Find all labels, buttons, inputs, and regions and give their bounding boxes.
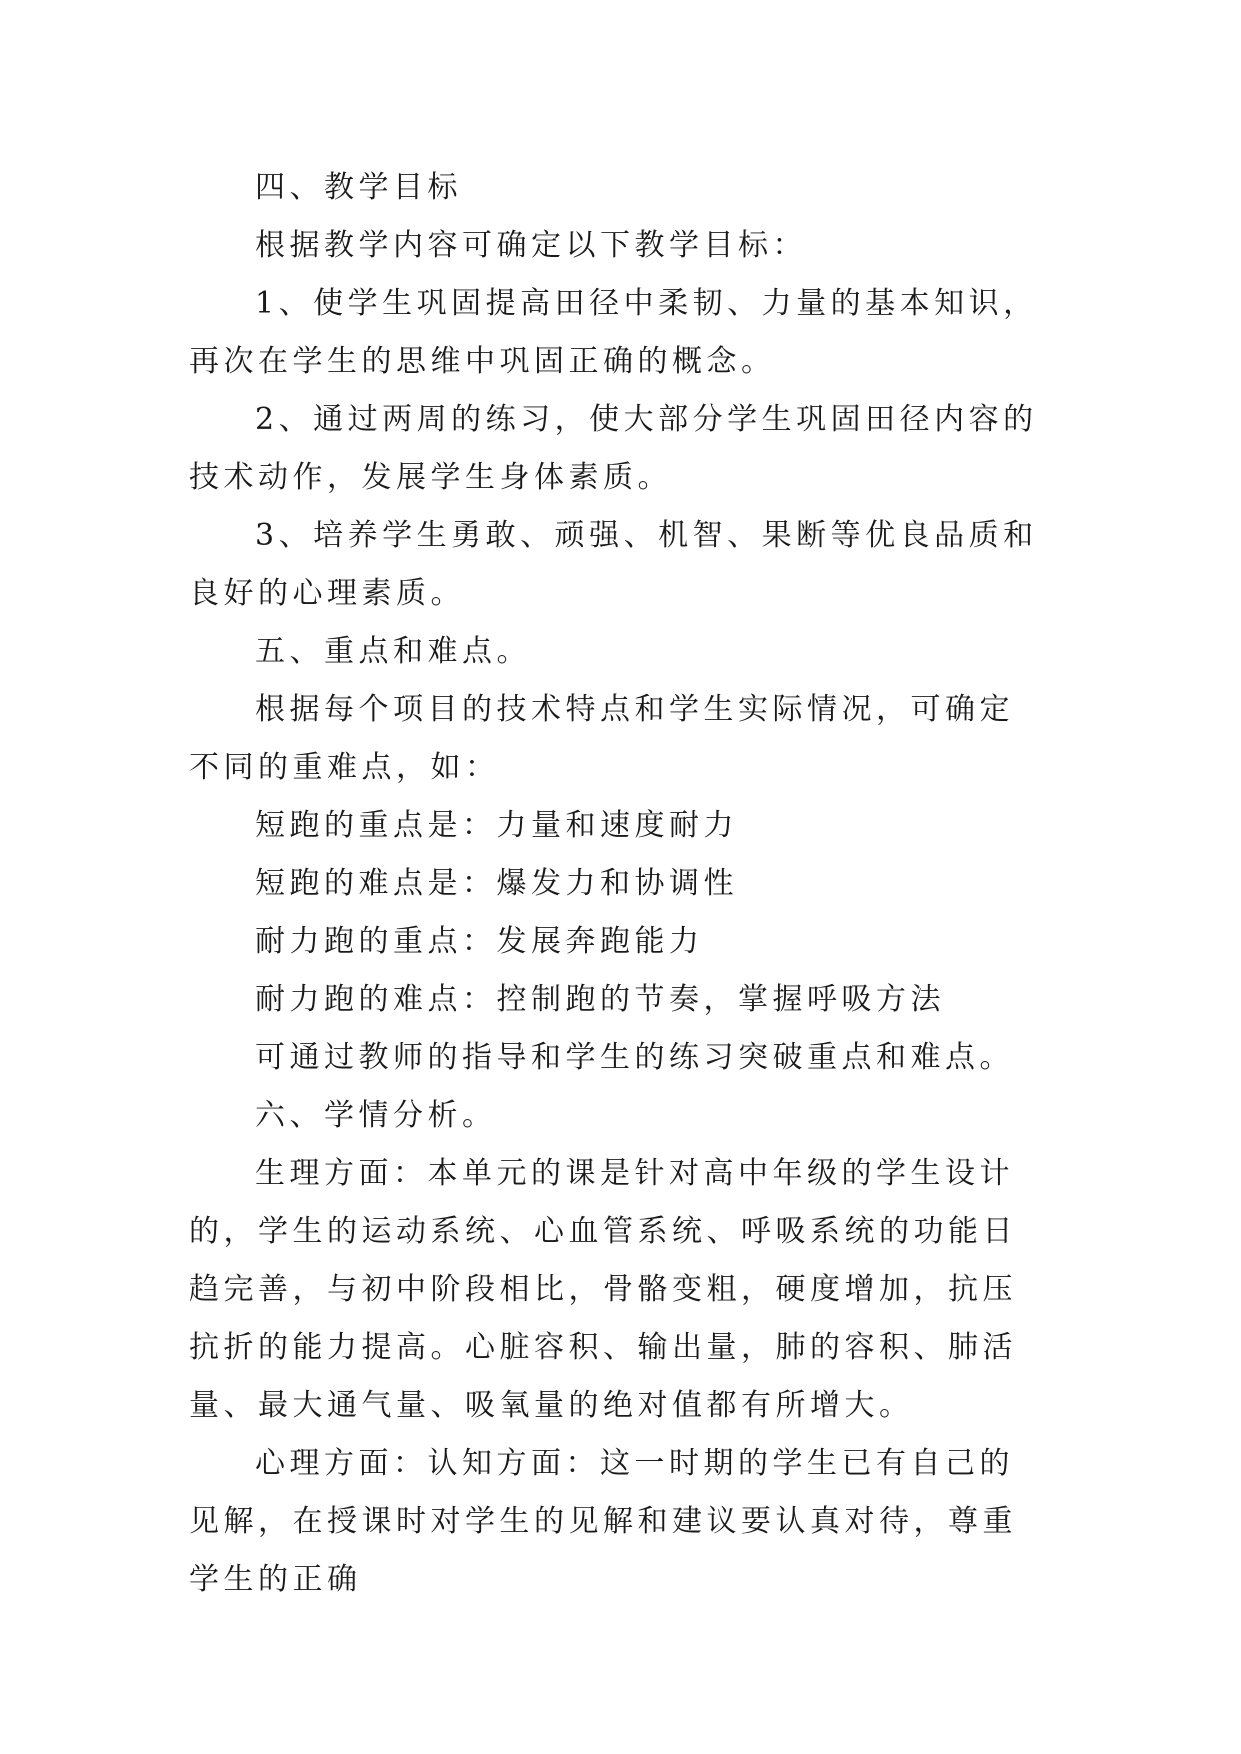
paragraph-psychology: 心理方面：认知方面：这一时期的学生已有自己的见解，在授课时对学生的见解和建议要认真对待，尊重学生的正确 xyxy=(189,1446,1017,1597)
objective-item: 3、培养学生勇敢、顽强、机智、果断等优良品质和良好的心理素质。 xyxy=(189,518,1038,611)
objective-item: 2、通过两周的练习，使大部分学生巩固田径内容的技术动作，发展学生身体素质。 xyxy=(189,402,1038,495)
key-point-line: 短跑的难点是：爆发力和协调性 xyxy=(255,866,738,901)
key-point-line: 短跑的重点是：力量和速度耐力 xyxy=(255,808,738,843)
paragraph-physiology: 生理方面：本单元的课是针对高中年级的学生设计的，学生的运动系统、心血管系统、呼吸系统的功能日趋完善，与初中阶段相比，骨骼变粗，硬度增加，抗压抗折的能力提高。心脏容积、输出量，肺的容积、肺活量、最大通气量、吸氧量的绝对值都有所增大。 xyxy=(189,1156,1017,1423)
section-heading-objectives: 四、教学目标 xyxy=(255,170,462,205)
section-heading-key-points: 五、重点和难点。 xyxy=(255,634,531,669)
section-heading-analysis: 六、学情分析。 xyxy=(255,1098,497,1133)
key-point-line: 耐力跑的重点：发展奔跑能力 xyxy=(255,924,704,959)
paragraph: 根据教学内容可确定以下教学目标： xyxy=(255,228,807,263)
key-point-line: 耐力跑的难点：控制跑的节奏，掌握呼吸方法 xyxy=(255,982,945,1017)
objective-item: 1、使学生巩固提高田径中柔韧、力量的基本知识，再次在学生的思维中巩固正确的概念。 xyxy=(189,286,1038,379)
paragraph: 可通过教师的指导和学生的练习突破重点和难点。 xyxy=(255,1040,1014,1075)
paragraph: 根据每个项目的技术特点和学生实际情况，可确定不同的重难点，如： xyxy=(189,692,1014,785)
document-body xyxy=(189,159,1047,1609)
